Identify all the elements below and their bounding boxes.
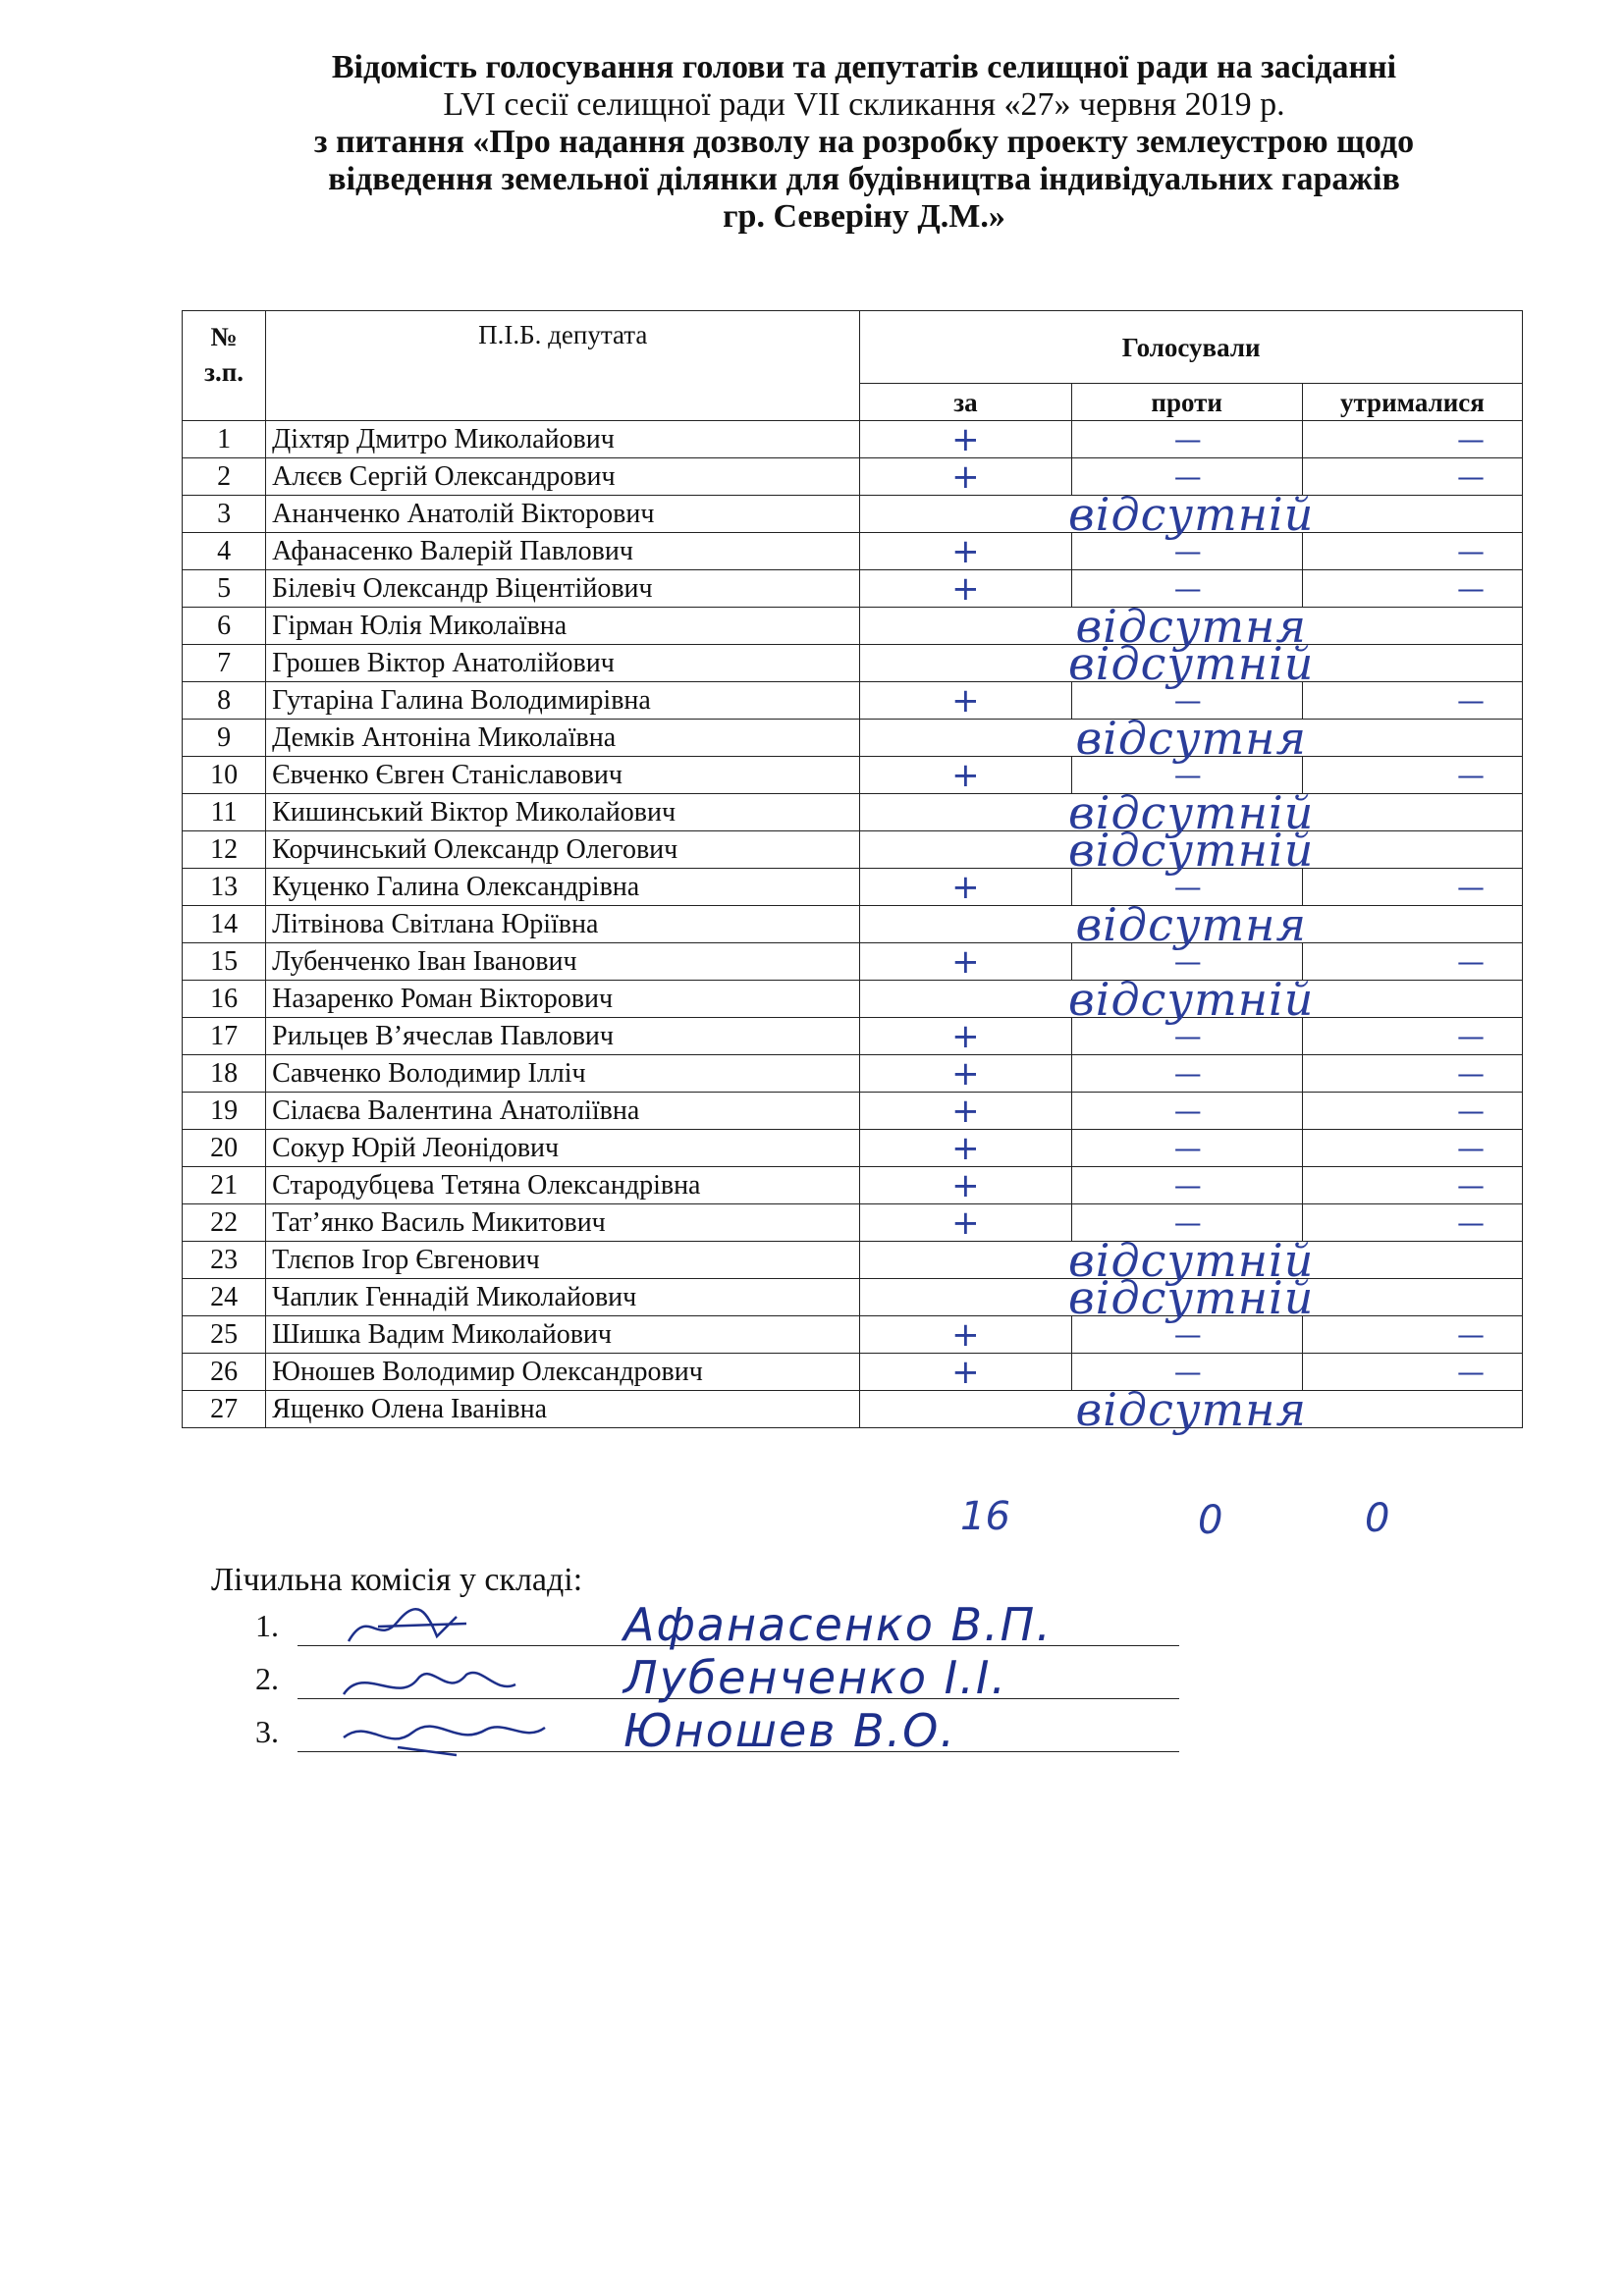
row-number: 15 bbox=[183, 943, 266, 981]
deputy-name: Назаренко Роман Вікторович bbox=[266, 981, 860, 1018]
document-header bbox=[157, 49, 1571, 236]
absent-mark: відсутній bbox=[860, 1242, 1523, 1279]
table-row bbox=[183, 608, 1523, 645]
header-line-5: гр. Северіну Д.М.» bbox=[723, 198, 1005, 235]
vote-utrymalysia: — bbox=[1302, 869, 1522, 906]
vote-za: + bbox=[860, 1130, 1071, 1167]
commission-member-1 bbox=[211, 1598, 1193, 1655]
row-number: 9 bbox=[183, 720, 266, 757]
deputy-name: Савченко Володимир Ілліч bbox=[266, 1055, 860, 1093]
vote-proty: — bbox=[1071, 1167, 1302, 1204]
vote-utrymalysia: — bbox=[1302, 1316, 1522, 1354]
vote-utrymalysia: — bbox=[1302, 1204, 1522, 1242]
deputy-name: Корчинський Олександр Олегович bbox=[266, 831, 860, 869]
member-number: 1. bbox=[255, 1608, 279, 1643]
total-za: 16 bbox=[960, 1494, 1010, 1539]
vote-utrymalysia: — bbox=[1302, 1167, 1522, 1204]
table-row bbox=[183, 533, 1523, 570]
vote-utrymalysia: — bbox=[1302, 682, 1522, 720]
table-row bbox=[183, 943, 1523, 981]
table-row bbox=[183, 1316, 1523, 1354]
row-number: 14 bbox=[183, 906, 266, 943]
row-number: 5 bbox=[183, 570, 266, 608]
table-row bbox=[183, 682, 1523, 720]
absent-mark: відсутній bbox=[860, 645, 1523, 682]
vote-utrymalysia: — bbox=[1302, 1354, 1522, 1391]
commission-member-3 bbox=[211, 1704, 1193, 1761]
vote-za: + bbox=[860, 458, 1071, 496]
vote-za: + bbox=[860, 1204, 1071, 1242]
total-utrymalysia: 0 bbox=[1365, 1496, 1390, 1541]
total-proty: 0 bbox=[1198, 1498, 1223, 1543]
vote-totals bbox=[952, 1494, 1542, 1553]
row-number: 23 bbox=[183, 1242, 266, 1279]
deputy-name: Літвінова Світлана Юріївна bbox=[266, 906, 860, 943]
deputy-name: Шишка Вадим Миколайович bbox=[266, 1316, 860, 1354]
vote-proty: — bbox=[1071, 1204, 1302, 1242]
table-row bbox=[183, 1204, 1523, 1242]
absent-mark: відсутній bbox=[860, 981, 1523, 1018]
signature-image bbox=[339, 1655, 633, 1704]
row-number: 13 bbox=[183, 869, 266, 906]
vote-utrymalysia: — bbox=[1302, 1130, 1522, 1167]
row-number: 3 bbox=[183, 496, 266, 533]
deputy-name: Алєєв Сергій Олександрович bbox=[266, 458, 860, 496]
voting-table bbox=[182, 310, 1523, 1436]
deputy-name: Євченко Євген Станіславович bbox=[266, 757, 860, 794]
row-number: 18 bbox=[183, 1055, 266, 1093]
absent-mark: відсутня bbox=[860, 608, 1523, 645]
col-header-num: № з.п. bbox=[183, 311, 266, 421]
table-row bbox=[183, 1055, 1523, 1093]
header-line-3: з питання «Про надання дозволу на розробку проекту землеустрою щодо bbox=[313, 124, 1415, 160]
row-number: 11 bbox=[183, 794, 266, 831]
table-row bbox=[183, 1279, 1523, 1316]
table-row bbox=[183, 831, 1523, 869]
vote-proty: — bbox=[1071, 869, 1302, 906]
header-line-1: Відомість голосування голови та депутатів селищної ради на засіданні bbox=[331, 49, 1397, 85]
row-number: 2 bbox=[183, 458, 266, 496]
vote-proty: — bbox=[1071, 421, 1302, 458]
deputy-name: Діхтяр Дмитро Миколайович bbox=[266, 421, 860, 458]
absent-mark: відсутня bbox=[860, 720, 1523, 757]
vote-za: + bbox=[860, 421, 1071, 458]
table-row bbox=[183, 794, 1523, 831]
deputy-name: Грошев Віктор Анатолійович bbox=[266, 645, 860, 682]
absent-mark: відсутній bbox=[860, 1279, 1523, 1316]
row-number: 12 bbox=[183, 831, 266, 869]
signature-image bbox=[339, 1708, 633, 1757]
vote-proty: — bbox=[1071, 458, 1302, 496]
vote-proty: — bbox=[1071, 943, 1302, 981]
absent-mark: відсутня bbox=[860, 1391, 1523, 1428]
vote-utrymalysia: — bbox=[1302, 757, 1522, 794]
commission-title: Лічильна комісія у складі: bbox=[211, 1562, 583, 1598]
deputy-name: Демків Антоніна Миколаївна bbox=[266, 720, 860, 757]
table-row bbox=[183, 981, 1523, 1018]
table-row bbox=[183, 906, 1523, 943]
vote-utrymalysia: — bbox=[1302, 421, 1522, 458]
vote-utrymalysia: — bbox=[1302, 1055, 1522, 1093]
vote-za: + bbox=[860, 943, 1071, 981]
row-number: 22 bbox=[183, 1204, 266, 1242]
vote-za: + bbox=[860, 1018, 1071, 1055]
row-number: 25 bbox=[183, 1316, 266, 1354]
row-number: 4 bbox=[183, 533, 266, 570]
vote-za: + bbox=[860, 757, 1071, 794]
vote-za: + bbox=[860, 1167, 1071, 1204]
row-number: 6 bbox=[183, 608, 266, 645]
table-row bbox=[183, 1130, 1523, 1167]
vote-proty: — bbox=[1071, 1354, 1302, 1391]
vote-utrymalysia: — bbox=[1302, 1018, 1522, 1055]
table-row bbox=[183, 421, 1523, 458]
table-row bbox=[183, 757, 1523, 794]
deputy-name: Кишинський Віктор Миколайович bbox=[266, 794, 860, 831]
deputy-name: Стародубцева Тетяна Олександрівна bbox=[266, 1167, 860, 1204]
row-number: 20 bbox=[183, 1130, 266, 1167]
member-name: Афанасенко В.П. bbox=[623, 1598, 1053, 1651]
col-header-proty: проти bbox=[1071, 384, 1302, 421]
row-number: 10 bbox=[183, 757, 266, 794]
row-number: 1 bbox=[183, 421, 266, 458]
absent-mark: відсутній bbox=[860, 794, 1523, 831]
header-line-4: відведення земельної ділянки для будівництва індивідуальних гаражів bbox=[328, 161, 1400, 197]
table-row bbox=[183, 496, 1523, 533]
member-name: Юношев В.О. bbox=[623, 1704, 957, 1757]
row-number: 19 bbox=[183, 1093, 266, 1130]
col-header-za: за bbox=[860, 384, 1071, 421]
member-name: Лубенченко І.І. bbox=[623, 1651, 1008, 1704]
absent-mark: відсутній bbox=[860, 496, 1523, 533]
table-row bbox=[183, 458, 1523, 496]
vote-utrymalysia: — bbox=[1302, 533, 1522, 570]
row-number: 21 bbox=[183, 1167, 266, 1204]
deputy-name: Рильцев В’ячеслав Павлович bbox=[266, 1018, 860, 1055]
vote-za: + bbox=[860, 533, 1071, 570]
vote-proty: — bbox=[1071, 533, 1302, 570]
row-number: 27 bbox=[183, 1391, 266, 1428]
vote-proty: — bbox=[1071, 1055, 1302, 1093]
counting-commission bbox=[211, 1559, 1193, 1761]
deputy-name: Лубенченко Іван Іванович bbox=[266, 943, 860, 981]
member-number: 2. bbox=[255, 1661, 279, 1696]
signature-image bbox=[339, 1602, 633, 1651]
header-line-2: LVI сесії селищної ради VII скликання «27» червня 2019 р. bbox=[443, 86, 1285, 123]
row-number: 7 bbox=[183, 645, 266, 682]
deputy-name: Ященко Олена Іванівна bbox=[266, 1391, 860, 1428]
row-number: 24 bbox=[183, 1279, 266, 1316]
row-number: 26 bbox=[183, 1354, 266, 1391]
vote-proty: — bbox=[1071, 757, 1302, 794]
table-row bbox=[183, 869, 1523, 906]
vote-za: + bbox=[860, 1093, 1071, 1130]
table-row bbox=[183, 720, 1523, 757]
table-row bbox=[183, 1354, 1523, 1391]
table-row bbox=[183, 1167, 1523, 1204]
row-number: 17 bbox=[183, 1018, 266, 1055]
table-row bbox=[183, 1242, 1523, 1279]
vote-proty: — bbox=[1071, 1018, 1302, 1055]
deputy-name: Гірман Юлія Миколаївна bbox=[266, 608, 860, 645]
vote-utrymalysia: — bbox=[1302, 1093, 1522, 1130]
vote-proty: — bbox=[1071, 1130, 1302, 1167]
vote-za: + bbox=[860, 1316, 1071, 1354]
deputy-name: Тат’янко Василь Микитович bbox=[266, 1204, 860, 1242]
vote-proty: — bbox=[1071, 570, 1302, 608]
vote-proty: — bbox=[1071, 1093, 1302, 1130]
deputy-name: Сілаєва Валентина Анатоліївна bbox=[266, 1093, 860, 1130]
deputy-name: Юношев Володимир Олександрович bbox=[266, 1354, 860, 1391]
vote-za: + bbox=[860, 1354, 1071, 1391]
commission-member-2 bbox=[211, 1651, 1193, 1708]
vote-proty: — bbox=[1071, 1316, 1302, 1354]
row-number: 8 bbox=[183, 682, 266, 720]
vote-za: + bbox=[860, 1055, 1071, 1093]
vote-za: + bbox=[860, 570, 1071, 608]
vote-za: + bbox=[860, 682, 1071, 720]
table-row bbox=[183, 1018, 1523, 1055]
table-row bbox=[183, 570, 1523, 608]
deputy-name: Тлєпов Ігор Євгенович bbox=[266, 1242, 860, 1279]
col-header-utrymalysia: утрималися bbox=[1302, 384, 1522, 421]
deputy-name: Чаплик Геннадій Миколайович bbox=[266, 1279, 860, 1316]
vote-proty: — bbox=[1071, 682, 1302, 720]
vote-utrymalysia: — bbox=[1302, 570, 1522, 608]
deputy-name: Ананченко Анатолій Вікторович bbox=[266, 496, 860, 533]
vote-utrymalysia: — bbox=[1302, 458, 1522, 496]
absent-mark: відсутня bbox=[860, 906, 1523, 943]
member-number: 3. bbox=[255, 1714, 279, 1749]
table-body bbox=[183, 419, 1523, 1436]
table-row bbox=[183, 1391, 1523, 1428]
deputy-name: Куценко Галина Олександрівна bbox=[266, 869, 860, 906]
deputy-name: Білевіч Олександр Віцентійович bbox=[266, 570, 860, 608]
row-number: 16 bbox=[183, 981, 266, 1018]
deputy-name: Сокур Юрій Леонідович bbox=[266, 1130, 860, 1167]
table-row bbox=[183, 1093, 1523, 1130]
deputy-name: Гутаріна Галина Володимирівна bbox=[266, 682, 860, 720]
vote-utrymalysia: — bbox=[1302, 943, 1522, 981]
absent-mark: відсутній bbox=[860, 831, 1523, 869]
deputy-name: Афанасенко Валерій Павлович bbox=[266, 533, 860, 570]
vote-za: + bbox=[860, 869, 1071, 906]
col-header-vote: Голосували bbox=[860, 311, 1523, 384]
table-row bbox=[183, 645, 1523, 682]
col-header-name: П.І.Б. депутата bbox=[266, 311, 860, 421]
